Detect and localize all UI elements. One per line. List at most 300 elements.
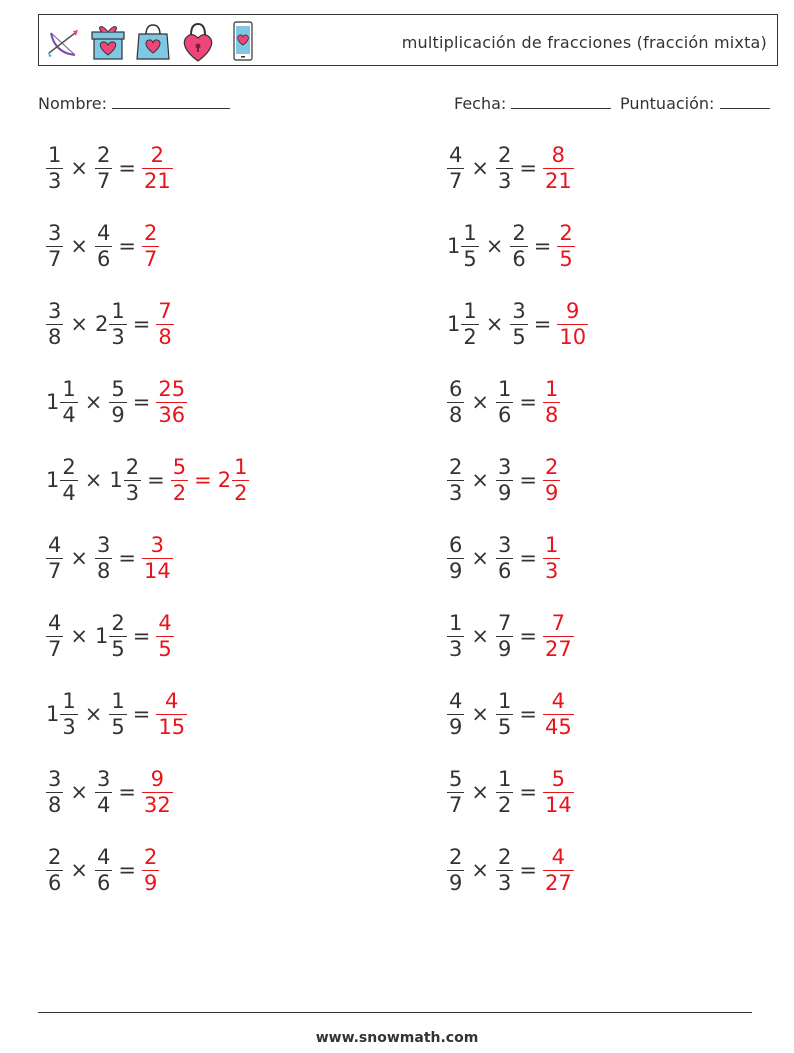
- answer-fraction: [156, 610, 173, 661]
- date-label: Fecha:: [454, 94, 507, 113]
- denominator: 14: [143, 558, 171, 583]
- answer-fraction: [171, 454, 188, 505]
- operand-b: [109, 376, 126, 427]
- fraction: [447, 610, 464, 661]
- fraction: [60, 688, 77, 739]
- phone-heart-icon: [225, 19, 261, 63]
- answer-fraction: [543, 610, 574, 661]
- operand-b: [510, 220, 527, 271]
- numerator: 8: [551, 142, 566, 167]
- numerator: 2: [497, 844, 512, 869]
- whole-number: 1: [94, 624, 109, 648]
- times-sign: ×: [471, 390, 489, 414]
- equals-sign: =: [147, 468, 165, 492]
- denominator: 8: [158, 324, 172, 349]
- operand-b: [496, 766, 513, 817]
- denominator: 7: [96, 168, 111, 193]
- denominator: 15: [158, 714, 186, 739]
- operand-a: [447, 766, 464, 817]
- numerator: 2: [449, 844, 463, 869]
- answer: [156, 376, 187, 427]
- operand-b: [496, 454, 513, 505]
- times-sign: ×: [485, 312, 504, 336]
- fraction: [447, 844, 464, 895]
- fraction: [142, 532, 173, 583]
- times-sign: ×: [471, 468, 489, 492]
- denominator: 8: [48, 324, 62, 349]
- denominator: 8: [96, 558, 111, 583]
- denominator: 9: [143, 870, 158, 895]
- fraction: [95, 532, 112, 583]
- fraction: [461, 220, 478, 271]
- numerator: 2: [143, 844, 158, 869]
- denominator: 5: [111, 636, 125, 661]
- name-blank: [112, 94, 230, 109]
- times-sign: ×: [471, 546, 489, 570]
- numerator: 2: [559, 220, 573, 245]
- denominator: 6: [512, 246, 526, 271]
- problem-row: [46, 612, 249, 660]
- equals-sign: =: [132, 702, 151, 726]
- answer-fraction: [543, 376, 560, 427]
- equals-sign: =: [519, 156, 537, 180]
- answer-fraction: [557, 298, 588, 349]
- answer: [557, 298, 588, 349]
- denominator: 9: [111, 402, 125, 427]
- name-field: [38, 94, 230, 113]
- times-sign: ×: [70, 156, 88, 180]
- denominator: 27: [544, 870, 572, 895]
- denominator: 3: [544, 558, 559, 583]
- numerator: 1: [497, 688, 512, 713]
- denominator: 5: [559, 246, 573, 271]
- operand-a: [447, 376, 464, 427]
- fraction: [60, 454, 77, 505]
- equals-sign: =: [118, 156, 136, 180]
- answer: [543, 142, 574, 193]
- answer: [142, 142, 173, 193]
- fraction: [510, 220, 527, 271]
- operand-b: [496, 610, 513, 661]
- numerator: 4: [165, 688, 179, 713]
- times-sign: ×: [70, 312, 88, 336]
- answer-fraction: [156, 376, 187, 427]
- operand-b: [95, 844, 112, 895]
- numerator: 4: [48, 532, 62, 557]
- operand-a: [447, 844, 464, 895]
- fraction: [124, 454, 141, 505]
- denominator: 3: [125, 480, 140, 505]
- score-label: Puntuación:: [620, 94, 715, 113]
- numerator: 3: [48, 766, 62, 791]
- numerator: 2: [544, 454, 559, 479]
- answer-fraction: [543, 142, 574, 193]
- denominator: 10: [559, 324, 587, 349]
- fraction: [543, 844, 574, 895]
- fraction: [109, 298, 126, 349]
- equals-sign: =: [118, 858, 136, 882]
- numerator: 25: [158, 376, 186, 401]
- fraction: [496, 610, 513, 661]
- answer: [543, 844, 574, 895]
- numerator: 1: [544, 532, 559, 557]
- denominator: 7: [48, 246, 62, 271]
- numerator: 5: [551, 766, 566, 791]
- whole-number: 2: [94, 312, 109, 336]
- times-sign: ×: [471, 858, 489, 882]
- operand-b: [496, 688, 513, 739]
- denominator: 9: [449, 870, 463, 895]
- answer: [142, 766, 173, 817]
- fraction: [46, 220, 63, 271]
- fraction: [447, 532, 464, 583]
- answer: [543, 532, 560, 583]
- equals-sign: =: [519, 858, 537, 882]
- numerator: 3: [48, 298, 62, 323]
- fraction: [496, 142, 513, 193]
- whole-number: 1: [447, 234, 461, 258]
- equals-sign: =: [519, 468, 537, 492]
- fraction: [543, 688, 574, 739]
- problem-row: [447, 456, 588, 504]
- answer-fraction: [156, 298, 173, 349]
- operand-b: [95, 220, 112, 271]
- numerator: 4: [449, 142, 463, 167]
- numerator: 1: [449, 610, 463, 635]
- denominator: 4: [62, 480, 76, 505]
- fraction: [496, 844, 513, 895]
- fraction: [543, 766, 574, 817]
- denominator: 6: [96, 246, 111, 271]
- fraction: [543, 142, 574, 193]
- times-sign: ×: [70, 234, 88, 258]
- times-sign: ×: [84, 468, 103, 492]
- fraction: [496, 376, 513, 427]
- operand-b: [95, 142, 112, 193]
- fraction: [496, 766, 513, 817]
- numerator: 2: [62, 454, 76, 479]
- operand-b: [109, 688, 126, 739]
- denominator: 6: [48, 870, 62, 895]
- fraction: [496, 454, 513, 505]
- equals-sign: =: [118, 234, 136, 258]
- denominator: 8: [544, 402, 559, 427]
- answer: [543, 610, 574, 661]
- numerator: 2: [497, 142, 512, 167]
- fraction: [46, 142, 63, 193]
- problem-row: [46, 456, 249, 504]
- times-sign: ×: [471, 780, 489, 804]
- problem-row: [447, 222, 588, 270]
- denominator: 9: [497, 636, 512, 661]
- operand-a: [46, 142, 63, 193]
- answer: [543, 766, 574, 817]
- answer-fraction: [543, 688, 574, 739]
- numerator: 1: [48, 142, 62, 167]
- problem-row: [447, 846, 588, 894]
- answer-fraction: [142, 532, 173, 583]
- equals-sign: =: [533, 234, 552, 258]
- whole-number: 2: [217, 468, 232, 492]
- denominator: 21: [143, 168, 171, 193]
- numerator: 7: [158, 298, 172, 323]
- times-sign: ×: [471, 156, 489, 180]
- denominator: 3: [62, 714, 76, 739]
- operand-a: [46, 376, 78, 427]
- equals-sign: =: [519, 546, 537, 570]
- fraction: [447, 142, 464, 193]
- answer: [142, 532, 173, 583]
- fraction: [557, 220, 574, 271]
- numerator: 6: [449, 376, 463, 401]
- name-label: Nombre:: [38, 94, 107, 113]
- numerator: 1: [234, 454, 248, 479]
- date-blank: [511, 94, 611, 109]
- problem-row: [447, 378, 588, 426]
- answer-fraction: [543, 454, 560, 505]
- fraction: [109, 376, 126, 427]
- denominator: 8: [449, 402, 463, 427]
- fraction: [46, 844, 63, 895]
- answer-fraction: [543, 532, 560, 583]
- times-sign: ×: [485, 234, 504, 258]
- fraction: [447, 454, 464, 505]
- denominator: 5: [158, 636, 172, 661]
- fraction: [543, 610, 574, 661]
- problem-row: [46, 378, 249, 426]
- fraction: [109, 610, 126, 661]
- operand-a: [447, 298, 479, 349]
- numerator: 4: [551, 688, 566, 713]
- numerator: 7: [551, 610, 566, 635]
- problem-row: [46, 222, 249, 270]
- denominator: 2: [172, 480, 187, 505]
- fraction: [543, 454, 560, 505]
- operand-b: [496, 376, 513, 427]
- denominator: 2: [463, 324, 477, 349]
- equals-sign: =: [519, 780, 537, 804]
- denominator: 36: [158, 402, 186, 427]
- equals-sign: =: [519, 390, 537, 414]
- answer-fraction: [142, 142, 173, 193]
- problem-row: [46, 534, 249, 582]
- answer-fraction: [156, 688, 187, 739]
- fraction: [95, 844, 112, 895]
- operand-b: [94, 298, 127, 349]
- denominator: 7: [449, 792, 463, 817]
- times-sign: ×: [70, 780, 88, 804]
- operand-b: [496, 142, 513, 193]
- times-sign: ×: [70, 546, 88, 570]
- answer: [142, 844, 159, 895]
- fraction: [496, 532, 513, 583]
- footer-divider: [38, 1012, 752, 1013]
- whole-number: 1: [109, 468, 123, 492]
- fraction: [496, 688, 513, 739]
- numerator: 1: [111, 688, 125, 713]
- numerator: 1: [111, 298, 125, 323]
- numerator: 4: [158, 610, 172, 635]
- numerator: 2: [111, 610, 125, 635]
- numerator: 1: [497, 766, 512, 791]
- fraction: [156, 376, 187, 427]
- operand-b: [94, 610, 127, 661]
- operand-a: [46, 766, 63, 817]
- fraction: [46, 298, 63, 349]
- fraction: [557, 298, 588, 349]
- equals-sign: =: [118, 546, 136, 570]
- operand-a: [46, 454, 78, 505]
- numerator: 2: [48, 844, 62, 869]
- numerator: 1: [62, 688, 76, 713]
- denominator: 32: [143, 792, 171, 817]
- denominator: 7: [48, 636, 62, 661]
- score-field: [620, 94, 770, 113]
- fraction: [156, 688, 187, 739]
- answer-fraction: [543, 844, 574, 895]
- problem-row: [447, 300, 588, 348]
- times-sign: ×: [471, 702, 489, 726]
- denominator: 7: [143, 246, 158, 271]
- denominator: 45: [544, 714, 572, 739]
- answer: [156, 610, 173, 661]
- answer: [171, 454, 250, 505]
- numerator: 2: [96, 142, 111, 167]
- denominator: 3: [497, 870, 512, 895]
- denominator: 6: [96, 870, 111, 895]
- denominator: 3: [111, 324, 125, 349]
- fraction: [543, 376, 560, 427]
- fraction: [95, 766, 112, 817]
- operand-a: [46, 844, 63, 895]
- numerator: 3: [497, 532, 512, 557]
- problem-row: [447, 144, 588, 192]
- denominator: 5: [111, 714, 125, 739]
- numerator: 4: [96, 844, 111, 869]
- denominator: 7: [449, 168, 463, 193]
- fraction: [95, 220, 112, 271]
- answer-fraction: [142, 766, 173, 817]
- denominator: 5: [512, 324, 526, 349]
- operand-b: [109, 454, 141, 505]
- operand-a: [46, 688, 78, 739]
- footer-url: www.snowmath.com: [315, 1030, 479, 1046]
- times-sign: ×: [84, 702, 103, 726]
- numerator: 1: [463, 220, 477, 245]
- denominator: 2: [497, 792, 512, 817]
- numerator: 3: [96, 532, 111, 557]
- answer-fraction: [557, 220, 574, 271]
- denominator: 6: [497, 558, 512, 583]
- fraction: [46, 766, 63, 817]
- numerator: 3: [497, 454, 512, 479]
- numerator: 3: [512, 298, 526, 323]
- fraction: [60, 376, 77, 427]
- fraction: [142, 766, 173, 817]
- answer: [156, 298, 173, 349]
- operand-a: [46, 532, 63, 583]
- denominator: 14: [544, 792, 572, 817]
- fraction: [156, 298, 173, 349]
- whole-number: 1: [447, 312, 461, 336]
- numerator: 9: [150, 766, 165, 791]
- problem-row: [447, 612, 588, 660]
- numerator: 1: [497, 376, 512, 401]
- answer-fraction: [142, 220, 159, 271]
- equals-sign: =: [533, 312, 552, 336]
- problem-row: [447, 690, 588, 738]
- denominator: 27: [544, 636, 572, 661]
- operand-b: [496, 844, 513, 895]
- worksheet-title: multiplicación de fracciones (fracción mixta): [401, 33, 767, 52]
- whole-number: 1: [46, 702, 60, 726]
- numerator: 2: [512, 220, 526, 245]
- problem-row: [447, 768, 588, 816]
- answer-fraction: [543, 766, 574, 817]
- numerator: 1: [62, 376, 76, 401]
- numerator: 4: [551, 844, 566, 869]
- denominator: 3: [48, 168, 62, 193]
- problem-column-left: [46, 144, 249, 924]
- operand-a: [447, 688, 464, 739]
- numerator: 3: [96, 766, 111, 791]
- operand-a: [447, 532, 464, 583]
- equals-sign: =: [132, 390, 151, 414]
- denominator: 8: [48, 792, 62, 817]
- numerator: 3: [48, 220, 62, 245]
- numerator: 6: [449, 532, 463, 557]
- operand-a: [447, 142, 464, 193]
- answer: [543, 454, 560, 505]
- problem-row: [46, 144, 249, 192]
- denominator: 21: [544, 168, 572, 193]
- shopping-bag-icon: [135, 19, 171, 63]
- problem-row: [46, 846, 249, 894]
- fraction: [461, 298, 478, 349]
- operand-a: [447, 454, 464, 505]
- fraction: [543, 532, 560, 583]
- fraction: [142, 844, 159, 895]
- answer-fraction: [142, 844, 159, 895]
- problem-row: [447, 534, 588, 582]
- fraction: [46, 610, 63, 661]
- numerator: 5: [111, 376, 125, 401]
- fraction: [109, 688, 126, 739]
- denominator: 3: [497, 168, 512, 193]
- numerator: 2: [143, 220, 158, 245]
- times-sign: ×: [70, 858, 88, 882]
- operand-b: [510, 298, 527, 349]
- numerator: 9: [566, 298, 580, 323]
- equals-sign: =: [519, 702, 537, 726]
- numerator: 1: [463, 298, 477, 323]
- answer: [557, 220, 574, 271]
- fraction: [95, 142, 112, 193]
- denominator: 7: [48, 558, 62, 583]
- equals-sign: =: [132, 624, 151, 648]
- answer: [142, 220, 159, 271]
- problem-row: [46, 768, 249, 816]
- numerator: 4: [48, 610, 62, 635]
- score-blank: [720, 94, 770, 109]
- numerator: 1: [544, 376, 559, 401]
- denominator: 5: [463, 246, 477, 271]
- equals-sign: =: [519, 624, 537, 648]
- denominator: 5: [497, 714, 512, 739]
- problem-row: [46, 300, 249, 348]
- fraction: [510, 298, 527, 349]
- operand-b: [95, 766, 112, 817]
